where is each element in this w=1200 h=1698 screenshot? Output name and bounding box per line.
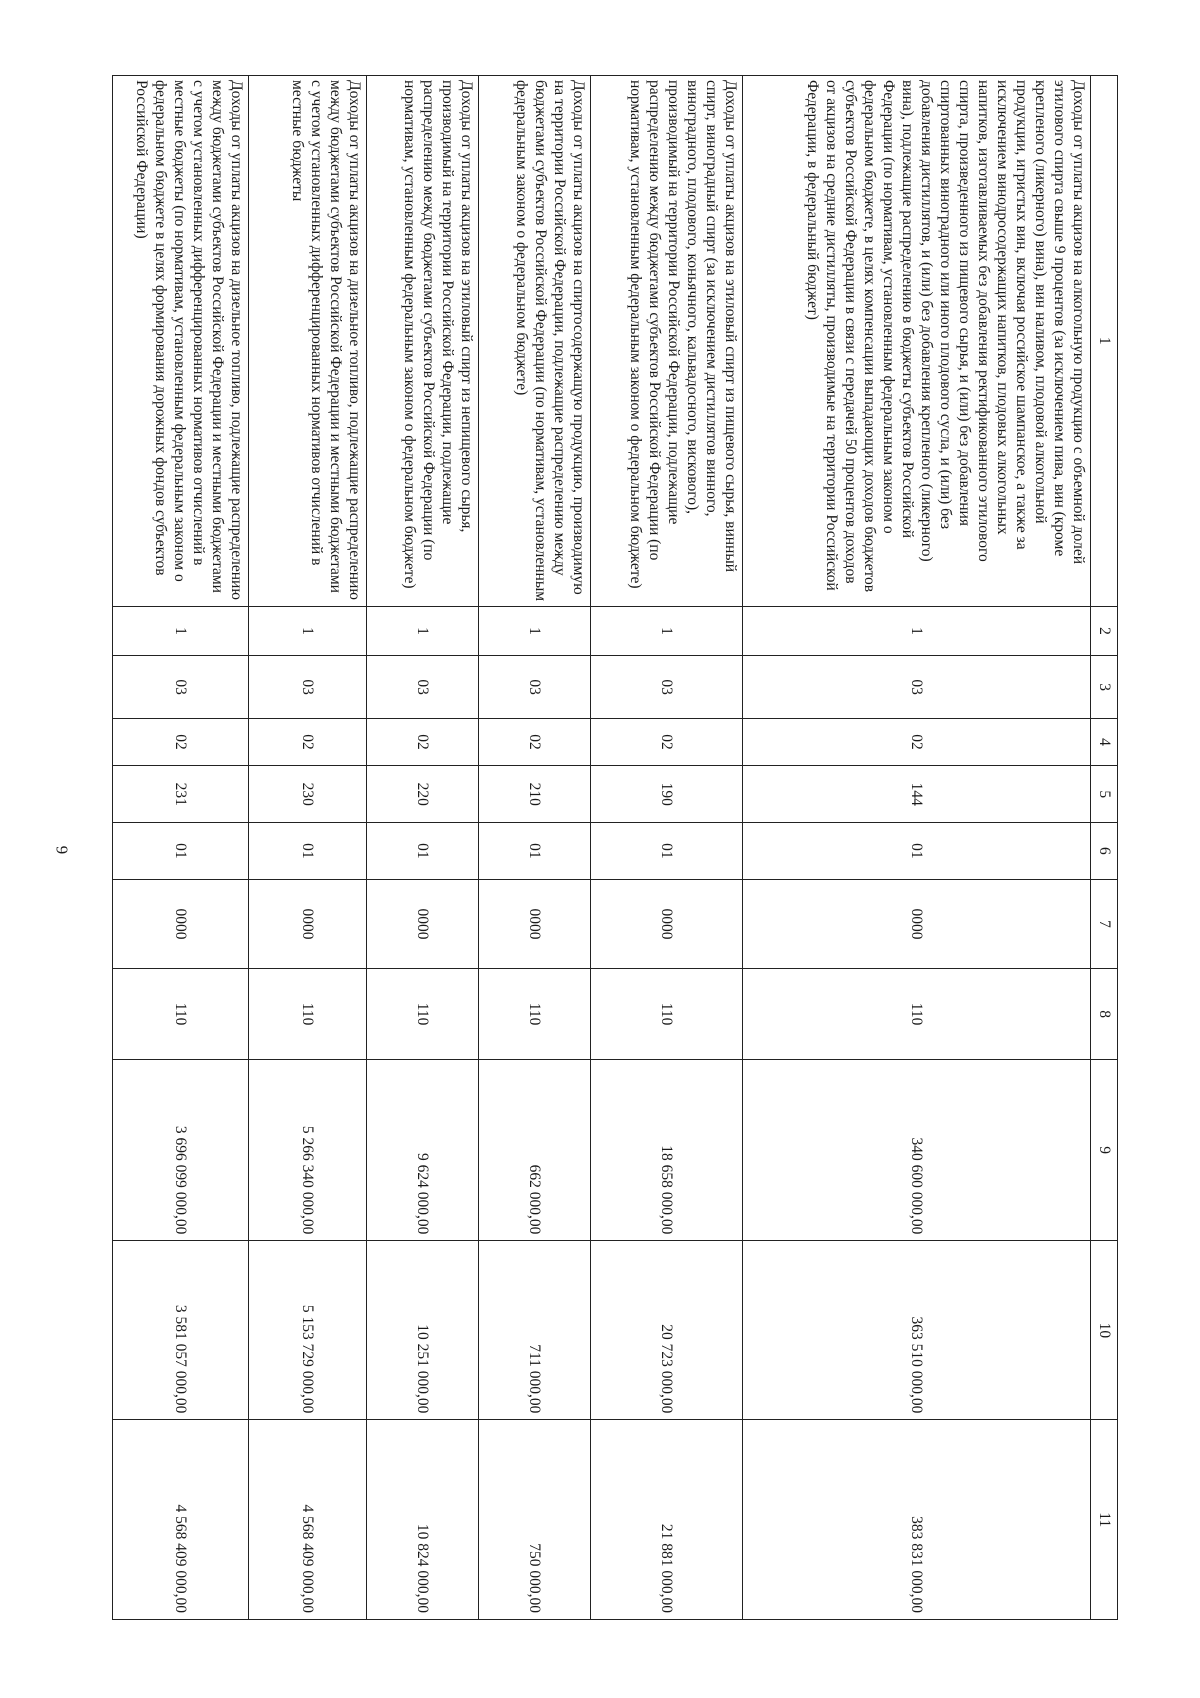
code-cell: 1 [743, 606, 1091, 656]
col-header: 5 [1091, 766, 1118, 823]
col-header: 10 [1091, 1241, 1118, 1420]
table-row [113, 76, 249, 1620]
code-cell: 01 [743, 823, 1091, 880]
revenue-description: Доходы от уплаты акцизов на спиртосодержащую продукцию, производимую на территории Российской Федерации, подлежащие распределению между бюджетами субъектов Российской Федерации (по нормативам, установленным федеральным законом о федеральном бюджете) [479, 76, 591, 607]
code-cell: 02 [591, 718, 743, 766]
code-cell: 0000 [367, 879, 479, 969]
page-number: 6 [52, 845, 72, 855]
code-cell: 03 [249, 656, 367, 718]
code-cell: 144 [743, 766, 1091, 823]
amount-cell: 5 153 729 000,00 [249, 1241, 367, 1420]
code-cell: 110 [367, 969, 479, 1060]
code-cell: 190 [591, 766, 743, 823]
table-row [743, 76, 1091, 1620]
revenue-table-container [118, 75, 1118, 1620]
revenue-description: Доходы от уплаты акцизов на дизельное топливо, подлежащие распределению между бюджетами субъектов Российской Федерации и местными бюджетами с учетом установленных дифференцированных нормативов отчислений в местные бюджеты [249, 76, 367, 607]
header-row [1091, 76, 1118, 1620]
code-cell: 02 [249, 718, 367, 766]
table-row [479, 76, 591, 1620]
code-cell: 110 [743, 969, 1091, 1060]
code-cell: 02 [113, 718, 249, 766]
code-cell: 1 [113, 606, 249, 656]
code-cell: 110 [479, 969, 591, 1060]
col-header: 4 [1091, 718, 1118, 766]
code-cell: 0000 [479, 879, 591, 969]
table-row [249, 76, 367, 1620]
code-cell: 110 [591, 969, 743, 1060]
amount-cell: 662 000,00 [479, 1059, 591, 1240]
code-cell: 0000 [113, 879, 249, 969]
amount-cell: 5 266 340 000,00 [249, 1059, 367, 1240]
revenue-description: Доходы от уплаты акцизов на дизельное топливо, подлежащие распределению между бюджетами субъектов Российской Федерации и местными бюджетами с учетом установленных дифференцированных нормативов отчислений в местные бюджеты (по нормативам, установленным федеральным законом о федеральном бюджете в целях формирования дорожных фондов субъектов Российской Федерации) [113, 76, 249, 607]
code-cell: 01 [591, 823, 743, 880]
code-cell: 01 [113, 823, 249, 880]
col-header: 7 [1091, 879, 1118, 969]
code-cell: 231 [113, 766, 249, 823]
amount-cell: 3 696 099 000,00 [113, 1059, 249, 1240]
code-cell: 0000 [591, 879, 743, 969]
revenue-description: Доходы от уплаты акцизов на этиловый спирт из пищевого сырья, винный спирт, виноградный спирт (за исключением дистиллятов винного, виноградного, плодового, коньячного, кальвадосного, вискового), производимый на территории Российской Федерации, подлежащие распределению между бюджетами субъектов Российской Федерации (по нормативам, установленным федеральным законом о федеральном бюджете) [591, 76, 743, 607]
revenue-table [112, 75, 1118, 1620]
code-cell: 1 [479, 606, 591, 656]
amount-cell: 10 824 000,00 [367, 1420, 479, 1620]
code-cell: 02 [367, 718, 479, 766]
code-cell: 02 [479, 718, 591, 766]
col-header: 6 [1091, 823, 1118, 880]
amount-cell: 363 510 000,00 [743, 1241, 1091, 1420]
col-header: 2 [1091, 606, 1118, 656]
col-header: 1 [1091, 76, 1118, 607]
table-row [367, 76, 479, 1620]
code-cell: 210 [479, 766, 591, 823]
code-cell: 1 [367, 606, 479, 656]
amount-cell: 9 624 000,00 [367, 1059, 479, 1240]
col-header: 3 [1091, 656, 1118, 718]
col-header: 9 [1091, 1059, 1118, 1240]
amount-cell: 10 251 000,00 [367, 1241, 479, 1420]
revenue-description: Доходы от уплаты акцизов на этиловый спирт из непищевого сырья, производимый на территории Российской Федерации, подлежащие распределению между бюджетами субъектов Российской Федерации (по нормативам, установленным федеральным законом о федеральном бюджете) [367, 76, 479, 607]
amount-cell: 4 568 409 000,00 [249, 1420, 367, 1620]
amount-cell: 21 881 000,00 [591, 1420, 743, 1620]
amount-cell: 340 600 000,00 [743, 1059, 1091, 1240]
code-cell: 02 [743, 718, 1091, 766]
code-cell: 110 [249, 969, 367, 1060]
code-cell: 03 [367, 656, 479, 718]
code-cell: 01 [249, 823, 367, 880]
revenue-description: Доходы от уплаты акцизов на алкогольную продукцию с объемной долей этилового спирта свыше 9 процентов (за исключением пива, вин (кроме крепленого (ликерного) вина), вин наливом, плодовой алкогольной продукции, игристых вин, включая российское шампанское, а также за исключением винодросодержащих напитков, плодовых алкогольных напитков, изготавливаемых без добавления ректификованного этилового спирта, произведенного из пищевого сырья, и (или) без добавления спиртованных виноградного или иного плодового сусла, и (или) без добавления дистиллятов, и (или) без добавления крепленого (ликерного) вина), подлежащие распределению в бюджеты субъектов Российской Федерации (по нормативам, установленным федеральным законом о федеральном бюджете, в целях компенсации выпадающих доходов бюджетов субъектов Российской Федерации в связи с передачей 50 процентов доходов от акцизов на средние дистилляты, производимые на территории Российской Федерации, в федеральный бюджет) [743, 76, 1091, 607]
code-cell: 110 [113, 969, 249, 1060]
code-cell: 1 [249, 606, 367, 656]
col-header: 8 [1091, 969, 1118, 1060]
code-cell: 03 [113, 656, 249, 718]
col-header: 11 [1091, 1420, 1118, 1620]
code-cell: 03 [479, 656, 591, 718]
code-cell: 230 [249, 766, 367, 823]
code-cell: 03 [591, 656, 743, 718]
code-cell: 1 [591, 606, 743, 656]
code-cell: 01 [479, 823, 591, 880]
amount-cell: 18 658 000,00 [591, 1059, 743, 1240]
code-cell: 01 [367, 823, 479, 880]
code-cell: 220 [367, 766, 479, 823]
amount-cell: 3 581 057 000,00 [113, 1241, 249, 1420]
code-cell: 0000 [249, 879, 367, 969]
table-row [591, 76, 743, 1620]
code-cell: 0000 [743, 879, 1091, 969]
amount-cell: 711 000,00 [479, 1241, 591, 1420]
amount-cell: 750 000,00 [479, 1420, 591, 1620]
amount-cell: 20 723 000,00 [591, 1241, 743, 1420]
code-cell: 03 [743, 656, 1091, 718]
amount-cell: 383 831 000,00 [743, 1420, 1091, 1620]
amount-cell: 4 568 409 000,00 [113, 1420, 249, 1620]
